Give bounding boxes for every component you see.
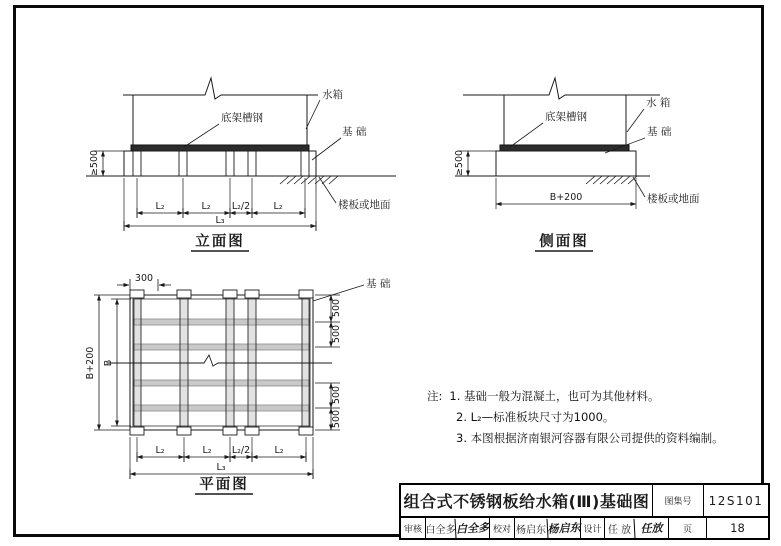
dim-inner-label: B [103, 359, 114, 367]
atlas-no-value: 12S101 [703, 485, 768, 516]
elevation-view [86, 78, 396, 251]
plan-title: 平面图 [199, 477, 249, 493]
floor-label: 楼板或地面 [647, 193, 700, 205]
reviewer-name: 白全多 [425, 518, 455, 538]
leader-foundation [313, 285, 364, 301]
plan-view [85, 273, 391, 494]
leader-tank [306, 100, 320, 129]
note-item-3: 3. 本图根据济南银河容器有限公司提供的资料编制。 [456, 431, 724, 445]
ext-lines [111, 299, 131, 426]
designer-signature: 任放 [633, 517, 668, 539]
tank-break-line [123, 78, 318, 99]
ground-hatch [586, 176, 637, 184]
title-block [399, 483, 770, 540]
channel-steel [131, 145, 309, 151]
dim-seg2-label: L₂ [202, 445, 212, 456]
foundation-label: 基 础 [647, 126, 672, 138]
checker-label: 校对 [489, 518, 514, 538]
foundation-label: 基 础 [342, 126, 367, 138]
reviewer-label: 审核 [403, 524, 422, 535]
dim-sp-label: 500 [331, 385, 342, 405]
dim-seg3-label: L₂/2 [231, 445, 251, 456]
sheet-title: 组合式不锈钢板给水箱(Ⅲ)基础图 [403, 492, 650, 511]
foundation-body [124, 151, 316, 176]
dim-offset-label: 300 [134, 273, 154, 284]
checker-name: 杨启东 [514, 518, 547, 538]
side-view [454, 78, 700, 251]
dim-seg2-label: L₂ [201, 201, 211, 212]
designer-label: 设计 [580, 518, 604, 538]
page-no-value: 18 [706, 518, 768, 538]
dim-sp-label: 500 [331, 298, 342, 318]
tank-label: 水箱 [322, 89, 343, 101]
tank-label: 水 箱 [646, 97, 671, 109]
side-title: 侧面图 [539, 234, 589, 250]
floor-label: 楼板或地面 [338, 199, 391, 211]
dim-seg4-label: L₂ [273, 201, 283, 212]
leader-floor [319, 177, 336, 203]
channel-label: 底架槽钢 [221, 112, 263, 124]
ground-hatch [280, 176, 338, 184]
note-item-1: 1. 基础一般为混凝土，也可为其他材料。 [449, 389, 660, 403]
dim-seg4-label: L₂ [274, 445, 284, 456]
page-label: 页 [668, 518, 706, 538]
tank-walls [133, 95, 307, 145]
channel-label: 底架槽钢 [545, 111, 587, 123]
dim-seg3-label: L₂/2 [231, 201, 251, 212]
foundation-body [496, 151, 636, 176]
leader-floor [633, 177, 645, 197]
leader-foundation [312, 138, 341, 160]
note-item-2: 2. L₂—标准板块尺寸为1000。 [456, 410, 615, 424]
leader-tank [627, 109, 644, 132]
dim-sp-label: 500 [331, 324, 342, 344]
dim-height-label: ≥500 [454, 149, 465, 177]
channel-steel [500, 145, 629, 151]
atlas-no-label: 图集号 [652, 485, 703, 516]
title-block-row-1 [401, 485, 768, 518]
designer-name: 任 放 [604, 518, 634, 538]
tank-break-line [463, 78, 660, 99]
checker-signature: 杨启东 [546, 517, 580, 539]
dim-height-label: ≥500 [89, 149, 100, 177]
dim-outer-label: B+200 [85, 346, 96, 380]
dim-sp-label: 500 [331, 409, 342, 429]
dim-total-label: L₃ [216, 462, 226, 473]
foundation-label: 基 础 [366, 278, 391, 290]
reviewer-signature: 白全多 [454, 517, 489, 539]
leader-channel [510, 123, 543, 147]
elevation-title: 立面图 [195, 234, 245, 250]
dim-seg1-label: L₂ [155, 445, 165, 456]
notes-block [427, 386, 763, 449]
note-line [427, 407, 763, 428]
dim-total-label: L₃ [215, 215, 225, 226]
leader-channel [184, 124, 219, 147]
notes-prefix: 注: [427, 389, 443, 403]
dim-seg1-label: L₂ [155, 201, 165, 212]
note-line [427, 386, 763, 407]
dim-width-label: B+200 [549, 192, 583, 203]
note-line [427, 428, 763, 449]
title-block-row-2 [401, 518, 768, 538]
